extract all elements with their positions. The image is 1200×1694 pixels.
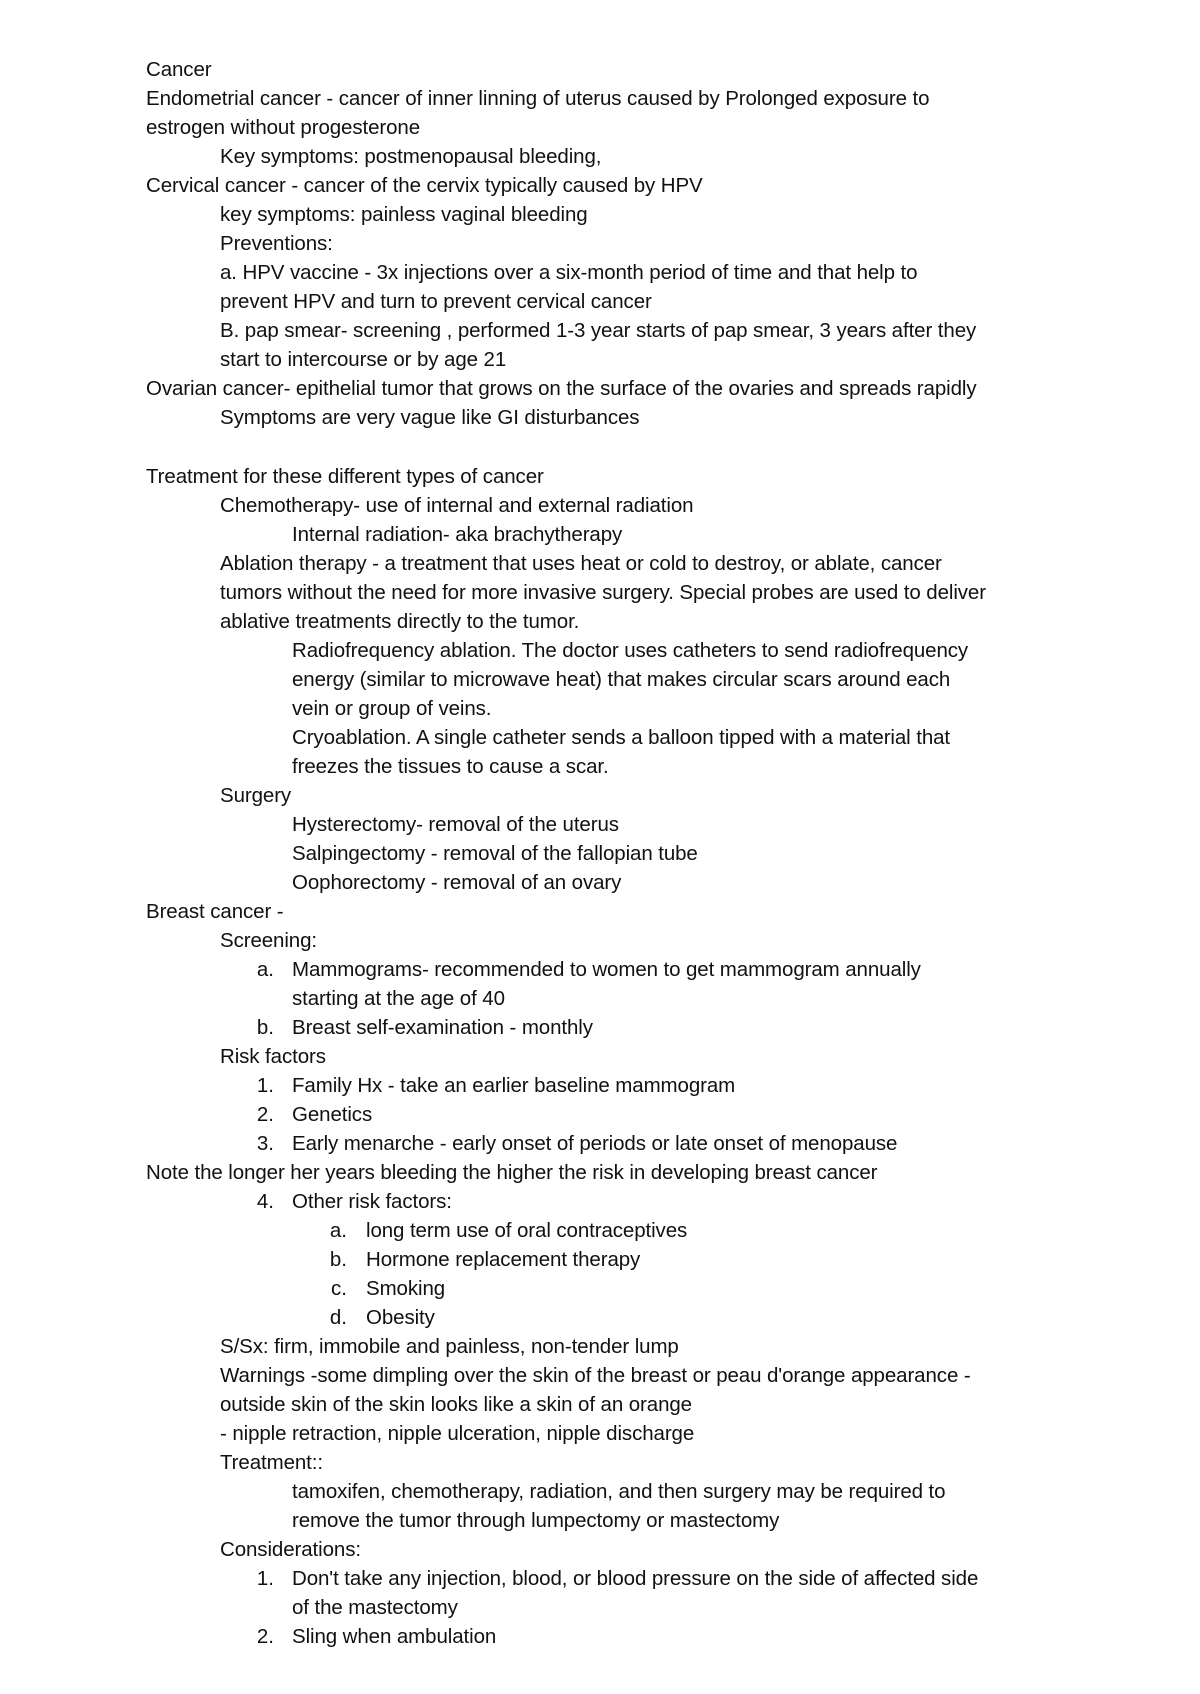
text-line: vein or group of veins. (292, 697, 492, 720)
list-item: Obesity (366, 1306, 435, 1329)
list-item: Don't take any injection, blood, or blood pressure on the side of affected side (292, 1567, 979, 1590)
list-marker: b. (329, 1248, 347, 1271)
text-line: tamoxifen, chemotherapy, radiation, and then surgery may be required to (292, 1480, 946, 1503)
list-item: Early menarche - early onset of periods or late onset of menopause (292, 1132, 898, 1155)
list-marker: 4. (256, 1190, 274, 1213)
text-line: freezes the tissues to cause a scar. (292, 755, 609, 778)
text-line: Key symptoms: postmenopausal bleeding, (220, 145, 602, 168)
text-line: Screening: (220, 929, 318, 952)
text-line: Salpingectomy - removal of the fallopian tube (292, 842, 698, 865)
text-line: estrogen without progesterone (146, 116, 421, 139)
text-line: Cervical cancer - cancer of the cervix typically caused by HPV (146, 174, 703, 197)
text-line: energy (similar to microwave heat) that makes circular scars around each (292, 668, 951, 691)
text-line: Warnings -some dimpling over the skin of the breast or peau d'orange appearance - (220, 1364, 971, 1387)
text-line: starting at the age of 40 (292, 987, 505, 1010)
text-line: Chemotherapy- use of internal and external radiation (220, 494, 694, 517)
text-line: ablative treatments directly to the tumor. (220, 610, 580, 633)
list-item: Breast self-examination - monthly (292, 1016, 593, 1039)
text-line: Internal radiation- aka brachytherapy (292, 523, 623, 546)
list-marker: a. (256, 958, 274, 981)
list-marker: 1. (256, 1074, 274, 1097)
text-line: Preventions: (220, 232, 333, 255)
text-line: Breast cancer - (146, 900, 284, 923)
text-line: Risk factors (220, 1045, 326, 1068)
list-marker: 2. (256, 1625, 274, 1648)
text-line: Ovarian cancer- epithelial tumor that grows on the surface of the ovaries and spreads rapidly (146, 377, 977, 400)
text-line: B. pap smear- screening , performed 1-3 year starts of pap smear, 3 years after they (220, 319, 977, 342)
text-line: prevent HPV and turn to prevent cervical cancer (220, 290, 652, 313)
list-item: Other risk factors: (292, 1190, 452, 1213)
text-line: of the mastectomy (292, 1596, 458, 1619)
list-marker: 2. (256, 1103, 274, 1126)
text-line: Endometrial cancer - cancer of inner linning of uterus caused by Prolonged exposure to (146, 87, 930, 110)
text-line: Note the longer her years bleeding the higher the risk in developing breast cancer (146, 1161, 878, 1184)
list-item: Smoking (366, 1277, 446, 1300)
text-line: outside skin of the skin looks like a skin of an orange (220, 1393, 692, 1416)
list-item: long term use of oral contraceptives (366, 1219, 688, 1242)
text-line: Ablation therapy - a treatment that uses heat or cold to destroy, or ablate, cancer (220, 552, 942, 575)
text-line: Oophorectomy - removal of an ovary (292, 871, 622, 894)
text-line: - nipple retraction, nipple ulceration, nipple discharge (220, 1422, 695, 1445)
list-marker: a. (329, 1219, 347, 1242)
doc-title: Cancer (146, 58, 212, 81)
text-line: start to intercourse or by age 21 (220, 348, 507, 371)
list-item: Hormone replacement therapy (366, 1248, 641, 1271)
text-line: Radiofrequency ablation. The doctor uses catheters to send radiofrequency (292, 639, 969, 662)
list-item: Family Hx - take an earlier baseline mammogram (292, 1074, 736, 1097)
section-heading: Treatment for these different types of cancer (146, 465, 544, 488)
text-line: tumors without the need for more invasive surgery. Special probes are used to deliver (220, 581, 986, 604)
list-item: Mammograms- recommended to women to get mammogram annually (292, 958, 921, 981)
list-item: Genetics (292, 1103, 373, 1126)
text-line: S/Sx: firm, immobile and painless, non-tender lump (220, 1335, 679, 1358)
list-marker: b. (256, 1016, 274, 1039)
text-line: Treatment:: (220, 1451, 323, 1474)
text-line: Symptoms are very vague like GI disturbances (220, 406, 640, 429)
text-line: Cryoablation. A single catheter sends a balloon tipped with a material that (292, 726, 951, 749)
text-line: Hysterectomy- removal of the uterus (292, 813, 619, 836)
list-marker: 3. (256, 1132, 274, 1155)
text-line: Surgery (220, 784, 292, 807)
text-line: a. HPV vaccine - 3x injections over a six-month period of time and that help to (220, 261, 918, 284)
list-marker: 1. (256, 1567, 274, 1590)
text-line: Considerations: (220, 1538, 361, 1561)
list-marker: d. (329, 1306, 347, 1329)
text-line: remove the tumor through lumpectomy or mastectomy (292, 1509, 780, 1532)
text-line: key symptoms: painless vaginal bleeding (220, 203, 588, 226)
list-item: Sling when ambulation (292, 1625, 497, 1648)
list-marker: c. (331, 1277, 347, 1300)
